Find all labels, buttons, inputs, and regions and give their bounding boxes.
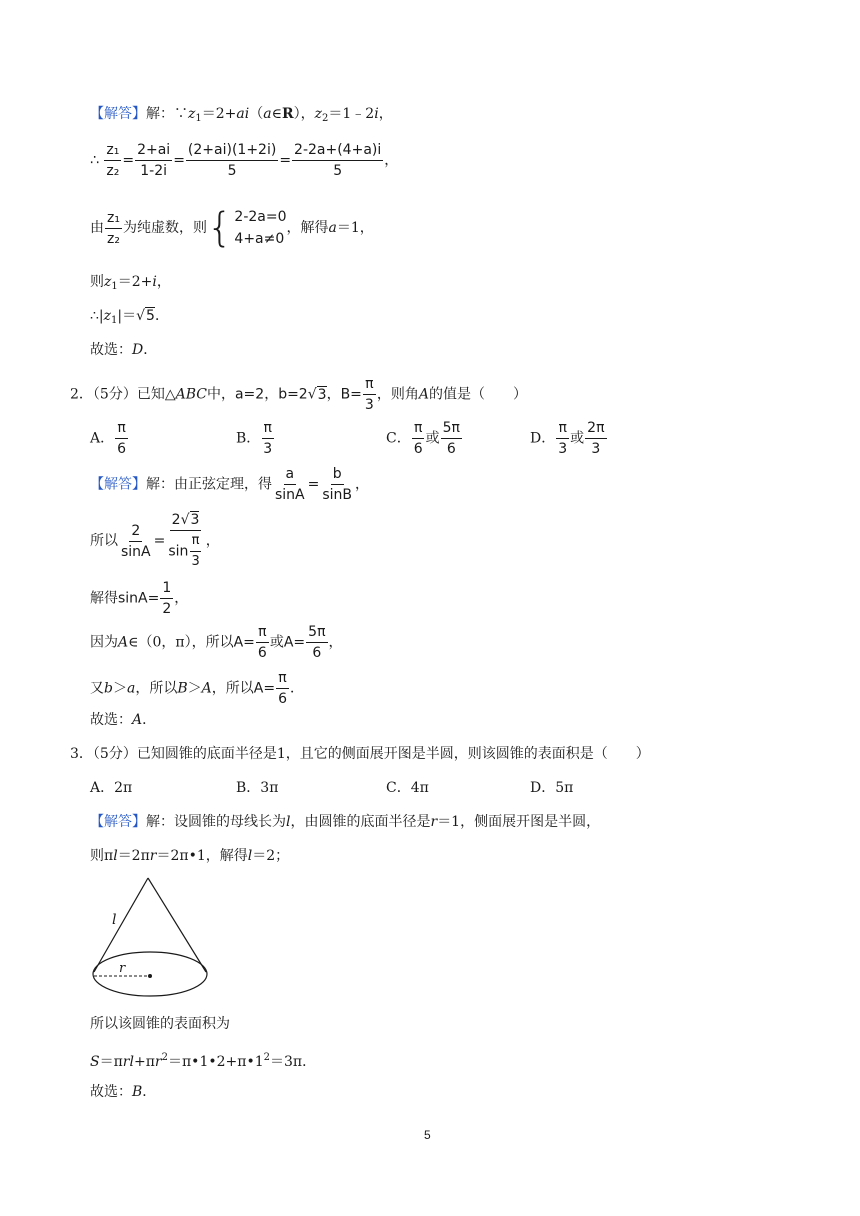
q2-solution-line6: 故选：A．	[90, 712, 157, 728]
q1-solution-line4: 则$z_1=2+i$，	[90, 274, 171, 292]
fraction: $\frac{\pi}{6}$	[278, 670, 287, 707]
fraction: $\frac{\text{z₁}}{\text{z₂}}$	[106, 142, 120, 179]
q3-stem: 3．（5分）已知圆锥的底面半径是1，且它的侧面展开图是半圆，则该圆锥的表面积是（ ）	[70, 746, 650, 762]
q2-option-d: D． $\frac{\pi}{3}$ 或 $\frac{2\pi}{3}$	[530, 420, 605, 457]
q1-solution-line5: $\therefore|z_1|=√5$．	[90, 308, 169, 326]
fraction: $\frac{\pi}{3}$	[263, 420, 273, 457]
q2-solution-line3: 解得sinA= $\frac{1}{2}$ ，	[90, 580, 189, 617]
q1-solution-line3: 由 $\frac{\text{z₁}}{\text{z₂}}$ 为纯虚数，则{ 2-2a=0 4+a≠0 ，解得a＝1，	[90, 205, 374, 251]
equation-system: 2-2a=0 4+a≠0	[234, 209, 287, 247]
q3-option-b: B．3π	[236, 780, 279, 796]
q3-solution-line3: 所以该圆锥的表面积为	[90, 1016, 230, 1032]
fraction: $\frac{2+ai}{1-2i}$	[137, 142, 171, 179]
cone-label-r: r	[119, 961, 126, 976]
answer-tag: 【解答】	[90, 814, 146, 830]
q1-solution-line6: 故选：D．	[90, 342, 158, 358]
fraction: $\frac{\pi}{3}$	[558, 420, 568, 457]
q2-option-b: B． $\frac{\pi}{3}$	[236, 420, 273, 457]
cone-figure	[86, 872, 216, 1002]
fraction: $\frac{\pi}{6}$	[413, 420, 423, 457]
q2-option-c: C． $\frac{\pi}{6}$ 或 $\frac{5\pi}{6}$	[386, 420, 460, 457]
fraction: $\frac{b}{\sin B}$	[322, 466, 353, 503]
fraction: 2√3 sin $\frac{\pi}{3}$	[168, 512, 200, 569]
fraction: $\frac{(2+ai)(1+2i)}{5}$	[187, 142, 277, 179]
q2-solution-line2: 所以 $\frac{2}{\sin A}$ = 2√3 sin $\frac{\pi}{3}$ ，	[90, 510, 220, 572]
fraction: $\frac{\text{z₁}}{\text{z₂}}$	[107, 209, 120, 247]
fraction: $\frac{\pi}{6}$	[117, 420, 127, 457]
fraction: $\frac{2\pi}{3}$	[587, 420, 605, 457]
q3-option-c: C．4π	[386, 780, 429, 796]
cone-label-l: l	[112, 912, 117, 928]
q3-solution-line4: $S=\pi rl+\pi r^2=\pi•1•2+\pi•1^2=3\pi$．	[90, 1052, 317, 1070]
q2-solution-line4: 因为A∈（0，π），所以A= $\frac{\pi}{6}$ 或A= $\frac{5\pi}{6}$ ，	[90, 624, 343, 661]
cone-left-slant	[94, 878, 148, 972]
fraction: $\frac{5\pi}{6}$	[308, 624, 326, 661]
fraction: $\frac{2-2a+(4+a)i}{5}$	[294, 142, 382, 179]
fraction: $\frac{\pi}{6}$	[257, 624, 267, 661]
answer-tag: 【解答】	[90, 476, 146, 493]
fraction: $\frac{5\pi}{6}$	[442, 420, 460, 457]
q3-solution-line1: 【解答】解：设圆锥的母线长为l，由圆锥的底面半径是r＝1，侧面展开图是半圆，	[90, 814, 601, 830]
q2-solution-line5: 又b＞a，所以B＞A，所以A= $\frac{\pi}{6}$ ．	[90, 670, 304, 707]
brace: {	[206, 205, 233, 251]
fraction: $\frac{1}{2}$	[162, 580, 172, 617]
page-number: 5	[424, 1128, 431, 1142]
q1-solution-line2: ∴ $\frac{\text{z₁}}{\text{z₂}}$ = $\frac{2+ai}{1-2i}$ = $\frac{(2+ai)(1+2i)}{5}$ = $\frac{2-2a+(4+a)i}{5}$ ，	[90, 142, 399, 179]
cone-center-point	[148, 974, 152, 978]
fraction: $\frac{2}{\sin A}$	[121, 522, 151, 560]
q2-stem: 2．（5分）已知△ABC中，a=2，b=2√3，B= $\frac{\pi}{3}$ ，则角A的值是（ ）	[70, 376, 527, 413]
q3-option-d: D．5π	[530, 780, 574, 796]
q3-option-a: A．2π	[90, 780, 133, 796]
fraction: $\frac{a}{\sin A}$	[275, 466, 305, 503]
q1-solution-line1: 【解答】解：$\because z_1=2+ai(a\in R)$，$z_2=1﹣2i$，	[90, 106, 393, 124]
fraction: $\frac{\pi}{3}$	[364, 376, 374, 413]
q2-solution-line1: 【解答】解：由正弦定理，得 $\frac{a}{\sin A}$ = $\frac{b}{\sin B}$ ，	[90, 466, 370, 503]
cone-right-slant	[148, 878, 206, 972]
q3-solution-line5: 故选：B．	[90, 1084, 157, 1100]
answer-tag: 【解答】	[90, 106, 146, 122]
q2-option-a: A． $\frac{\pi}{6}$	[90, 420, 127, 457]
q3-solution-line2: 则πl＝2πr＝2π•1，解得l＝2；	[90, 848, 290, 864]
